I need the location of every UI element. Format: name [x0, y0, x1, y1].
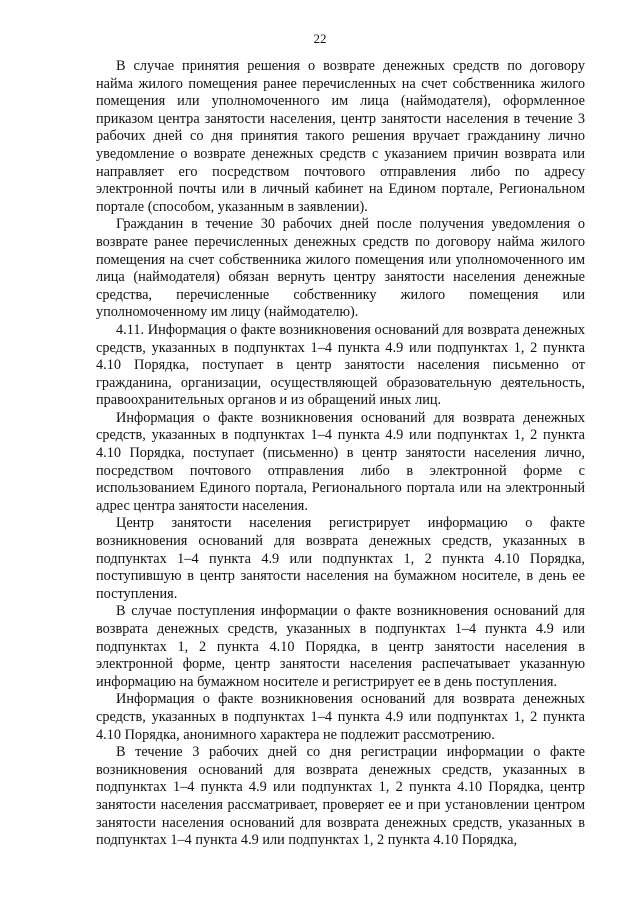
- page-number: 22: [313, 31, 327, 46]
- paragraph-paper-registration: Центр занятости населения регистрирует информацию о факте возникновения оснований для возврата денежных средств, указанных в подпунктах 1–4 пункта 4.9 или подпунктах 1, 2 пункта 4.10 Порядка, поступившую в центр занятости населения на бумажном носителе, в день ее поступления.: [96, 515, 585, 602]
- paragraph-4-11-information: 4.11. Информация о факте возникновения оснований для возврата денежных средств, указанных в подпунктах 1–4 пункта 4.9 или подпунктах 1, 2 пункта 4.10 Порядка, поступает в центр занятости населения письменно от гражданина, организации, осуществляющей образовательную деятельность, правоохранительных органов и из обращений иных лиц.: [96, 321, 585, 409]
- paragraph-anonymous-information: Информация о факте возникновения оснований для возврата денежных средств, указанных в подпунктах 1–4 пункта 4.9 или подпунктах 1, 2 пункта 4.10 Порядка, анонимного характера не подлежит рассмотрению.: [96, 691, 585, 743]
- paragraph-information-submission: Информация о факте возникновения оснований для возврата денежных средств, указанных в подпунктах 1–4 пункта 4.9 или подпунктах 1, 2 пункта 4.10 Порядка, поступает (письменно) в центр занятости населения лично, посредством почтового отправления либо в электронной форме с использованием Единого портала, Регионального портала или на электронный адрес центра занятости населения.: [96, 409, 585, 514]
- paragraph-electronic-registration: В случае поступления информации о факте возникновения оснований для возврата денежных средств, указанных в подпунктах 1–4 пункта 4.9 или подпунктах 1, 2 пункта 4.10 Порядка, в центр занятости населения в электронной форме, центр занятости населения распечатывает указанную информацию на бумажном носителе и регистрирует ее в день поступления.: [96, 603, 585, 690]
- paragraph-review-period: В течение 3 рабочих дней со дня регистрации информации о факте возникновения оснований для возврата денежных средств, указанных в подпунктах 1–4 пункта 4.9 или подпунктах 1, 2 пункта 4.10 Порядка, центр занятости населения рассматривает, проверяет ее и при установлении центром занятости населения оснований для возврата денежных средств, указанных в подпунктах 1–4 пункта 4.9 или подпунктах 1, 2 пункта 4.10 Порядка,: [96, 744, 585, 849]
- paragraph-return-decision: В случае принятия решения о возврате денежных средств по договору найма жилого помещения ранее перечисленных на счет собственника жилого помещения или уполномоченного им лица (наймодателя), оформленное приказом центра занятости населения, центр занятости населения в течение 3 рабочих дней со дня принятия такого решения вручает гражданину лично уведомление о возврате денежных средств с указанием причин возврата или направляет его посредством почтового отправления либо по адресу электронной почты или в личный кабинет на Едином портале, Региональном портале (способом, указанным в заявлении).: [96, 58, 585, 215]
- paragraph-citizen-obligation: Гражданин в течение 30 рабочих дней после получения уведомления о возврате ранее перечисленных денежных средств по договору найма жилого помещения на счет собственника жилого помещения или уполномоченного им лица (наймодателя) обязан вернуть центру занятости населения денежные средства, перечисленные собственнику жилого помещения или уполномоченному им лицу (наймодателю).: [96, 216, 585, 321]
- document-body: [96, 58, 585, 850]
